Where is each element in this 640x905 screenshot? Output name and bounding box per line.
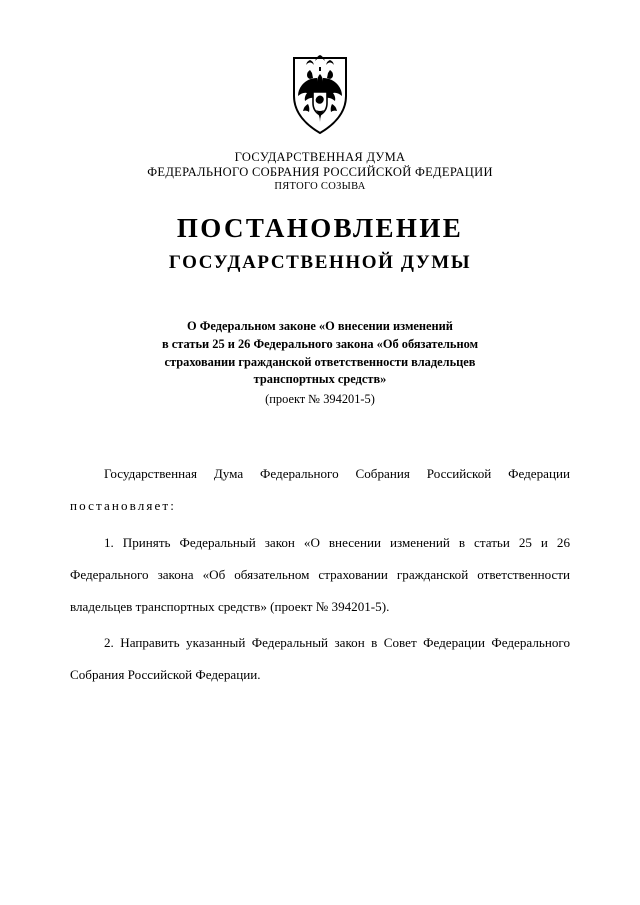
russian-coat-of-arms-icon [286, 52, 354, 138]
paragraph-item-2: 2. Направить указанный Федеральный закон в Совет Федерации Федерального Собрания Российской Федерации. [70, 634, 570, 682]
document-body [70, 458, 570, 691]
header-line-3: ПЯТОГО СОЗЫВА [274, 180, 366, 192]
document-subject [120, 318, 520, 408]
subject-line-3: страховании гражданской ответственности владельцев [164, 354, 476, 369]
header-line-1: ГОСУДАРСТВЕННАЯ ДУМА [234, 150, 406, 164]
subject-line-4: транспортных средств» [253, 372, 387, 387]
subject-line-1: О Федеральном законе «О внесении изменений [187, 319, 453, 334]
document-title-sub: ГОСУДАРСТВЕННОЙ ДУМЫ [168, 252, 472, 274]
intro-text: Государственная Дума Федерального Собрания Российской Федерации [104, 466, 570, 482]
document-header [0, 150, 640, 193]
emblem-container [0, 0, 640, 138]
document-title-main: ПОСТАНОВЛЕНИЕ [176, 213, 464, 244]
intro-verb: постановляет: [70, 498, 176, 514]
paragraph-item-1: 1. Принять Федеральный закон «О внесении изменений в статьи 25 и 26 Федерального закона «Об обязательном страховании гражданской ответственности владельцев транспортных средств» (проект № 394201-5). [70, 534, 570, 614]
subject-project-number: (проект № 394201-5) [265, 391, 375, 406]
paragraph-intro [70, 458, 570, 522]
subject-line-2: в статьи 25 и 26 Федерального закона «Об обязательном [161, 336, 479, 351]
header-line-2: ФЕДЕРАЛЬНОГО СОБРАНИЯ РОССИЙСКОЙ ФЕДЕРАЦИИ [147, 165, 493, 180]
